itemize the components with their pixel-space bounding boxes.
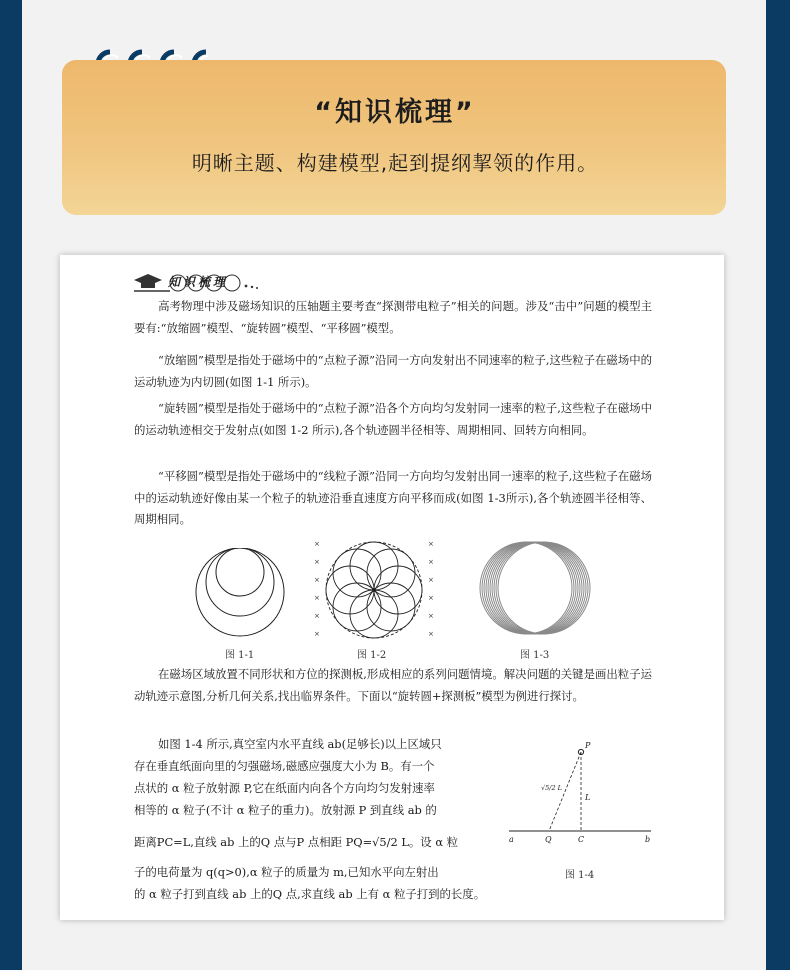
figure-1-3-caption: 图 1-3 — [520, 650, 550, 661]
section-logo-text: 知识梳理 — [168, 275, 229, 289]
svg-text:×: × — [314, 576, 320, 584]
figure-1-3-diagram — [470, 538, 600, 638]
figure-1-2-diagram — [312, 536, 436, 644]
figure-1-2-caption: 图 1-2 — [357, 650, 387, 661]
svg-text:×: × — [314, 594, 320, 602]
paragraph-4: “平移圆”模型是指处于磁场中的“线粒子源”沿同一方向均匀发射出同一速率的粒子,这些粒子在磁场中的运动轨迹好像由某一个粒子的轨迹沿垂直速度方向平移而成(如图 1-3所示),各个轨迹圆半径相等、周期相同。 — [134, 469, 652, 527]
fig4-label-pc: L — [585, 793, 591, 802]
figure-1-4-diagram — [505, 738, 655, 848]
figure-1-4-caption: 图 1-4 — [565, 870, 595, 881]
fig4-label-b: b — [645, 835, 651, 844]
paragraph-6-line-6: 子的电荷量为 q(q>0),α 粒子的质量为 m,已知水平向左射出 — [134, 865, 439, 879]
paragraph-6-line-5: 距离PC=L,直线 ab 上的Q 点与P 点相距 PQ=√5/2 L。设 α 粒 — [134, 835, 459, 849]
paragraph-2: “放缩圆”模型是指处于磁场中的“点粒子源”沿同一方向发射出不同速率的粒子,这些粒子在磁场中的运动轨迹为内切圆(如图 1-1 所示)。 — [134, 353, 652, 389]
fig4-label-a: a — [509, 835, 514, 844]
svg-text:×: × — [314, 558, 320, 566]
header-subtitle: 明晰主题、构建模型,起到提纲挈领的作用。 — [191, 151, 599, 175]
paragraph-6-line-1: 如图 1-4 所示,真空室内水平直线 ab(足够长)以上区域只 — [158, 737, 442, 751]
header-card — [62, 60, 726, 215]
paragraph-6-line-2: 存在垂直纸面向里的匀强磁场,磁感应强度大小为 B。有一个 — [134, 759, 435, 773]
svg-text:×: × — [428, 576, 434, 584]
paragraph-6-line-3: 点状的 α 粒子放射源 P,它在纸面内向各个方向均匀发射速率 — [134, 781, 435, 795]
svg-text:×: × — [314, 630, 320, 638]
paragraph-6-line-4: 相等的 α 粒子(不计 α 粒子的重力)。放射源 P 到直线 ab 的 — [134, 803, 437, 817]
svg-text:×: × — [314, 612, 320, 620]
paragraph-6-line-7: 的 α 粒子打到直线 ab 上的Q 点,求直线 ab 上有 α 粒子打到的长度。 — [134, 887, 486, 901]
fig4-label-c: C — [578, 835, 585, 844]
svg-text:×: × — [428, 540, 434, 548]
header-title: “知识梳理” — [314, 97, 476, 128]
figure-1-1-caption: 图 1-1 — [225, 650, 255, 661]
fig4-label-pq: √5/2 L — [541, 784, 562, 792]
svg-text:×: × — [428, 558, 434, 566]
svg-text:×: × — [314, 540, 320, 548]
fig4-label-p: P — [585, 741, 591, 750]
svg-text:×: × — [428, 630, 434, 638]
svg-text:×: × — [428, 612, 434, 620]
svg-text:×: × — [428, 594, 434, 602]
figure-1-1-diagram — [180, 548, 300, 640]
paragraph-1: 高考物理中涉及磁场知识的压轴题主要考查“探测带电粒子”相关的问题。涉及“击中”问题的模型主要有:“放缩圆”模型、“旋转圆”模型、“平移圆”模型。 — [134, 299, 652, 335]
paragraph-5: 在磁场区域放置不同形状和方位的探测板,形成相应的系列问题情境。解决问题的关键是画出粒子运动轨迹示意图,分析几何关系,找出临界条件。下面以“旋转圆+探测板”模型为例进行探讨。 — [134, 667, 652, 703]
paragraph-3: “旋转圆”模型是指处于磁场中的“点粒子源”沿各个方向均匀发射同一速率的粒子,这些粒子在磁场中的运动轨迹相交于发射点(如图 1-2 所示),各个轨迹圆半径相等、周期相同、回转方向相同。 — [134, 401, 652, 437]
fig4-label-q: Q — [545, 835, 552, 844]
